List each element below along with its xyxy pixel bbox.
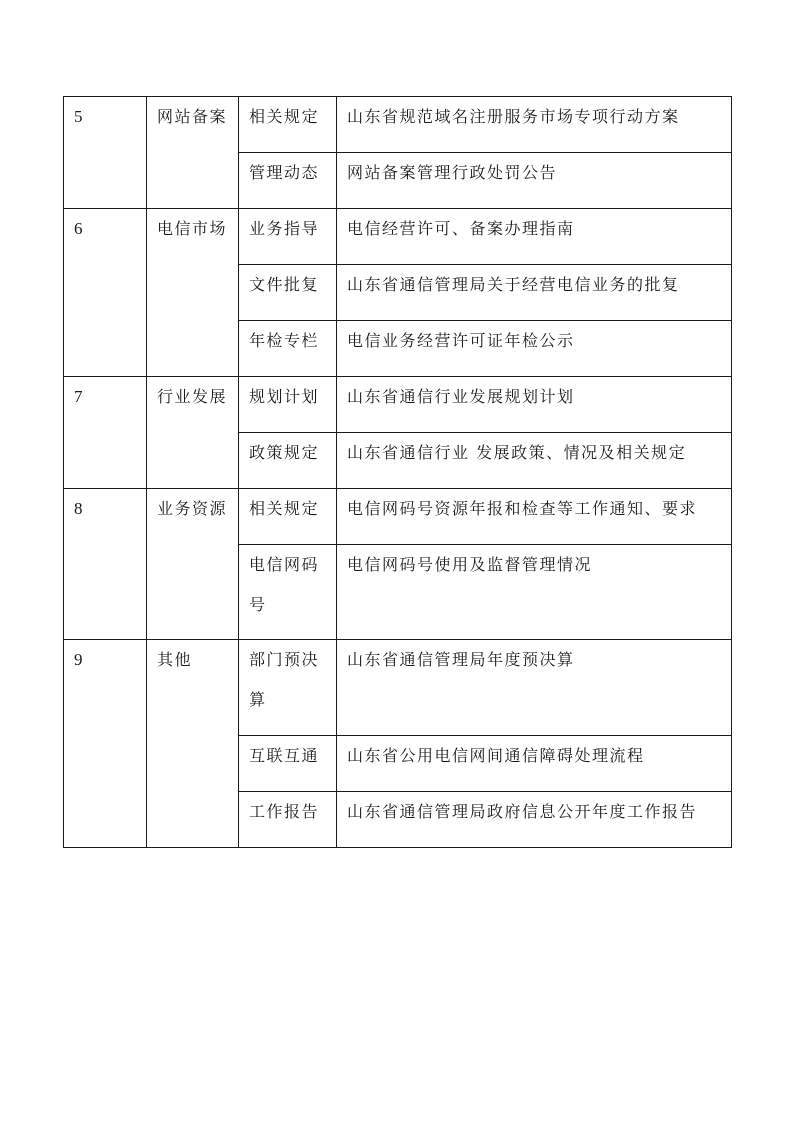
item-cell: 山东省通信管理局政府信息公开年度工作报告 — [337, 792, 732, 848]
category-cell: 网站备案 — [147, 97, 239, 209]
item-cell: 山东省通信行业发展规划计划 — [337, 377, 732, 433]
table-row — [64, 377, 732, 433]
item-cell: 山东省通信行业 发展政策、情况及相关规定 — [337, 433, 732, 489]
category-cell: 其他 — [147, 640, 239, 848]
row-number: 6 — [64, 209, 147, 377]
category-cell: 业务资源 — [147, 489, 239, 640]
item-cell: 山东省规范域名注册服务市场专项行动方案 — [337, 97, 732, 153]
table-row — [64, 640, 732, 736]
table-row — [64, 489, 732, 545]
item-cell: 山东省通信管理局年度预决算 — [337, 640, 732, 736]
table-row — [64, 97, 732, 153]
item-cell: 电信网码号资源年报和检查等工作通知、要求 — [337, 489, 732, 545]
category-cell: 行业发展 — [147, 377, 239, 489]
subcategory-cell: 政策规定 — [239, 433, 337, 489]
item-cell: 电信网码号使用及监督管理情况 — [337, 545, 732, 640]
subcategory-cell: 相关规定 — [239, 489, 337, 545]
subcategory-cell: 工作报告 — [239, 792, 337, 848]
row-number: 9 — [64, 640, 147, 848]
item-cell: 网站备案管理行政处罚公告 — [337, 153, 732, 209]
row-number: 7 — [64, 377, 147, 489]
item-cell: 山东省通信管理局关于经营电信业务的批复 — [337, 265, 732, 321]
item-cell: 电信业务经营许可证年检公示 — [337, 321, 732, 377]
subcategory-cell: 电信网码号 — [239, 545, 337, 640]
table-row — [64, 209, 732, 265]
subcategory-cell: 文件批复 — [239, 265, 337, 321]
subcategory-cell: 年检专栏 — [239, 321, 337, 377]
disclosure-table-container — [63, 96, 731, 848]
subcategory-cell: 部门预决算 — [239, 640, 337, 736]
row-number: 5 — [64, 97, 147, 209]
subcategory-cell: 规划计划 — [239, 377, 337, 433]
item-cell: 电信经营许可、备案办理指南 — [337, 209, 732, 265]
disclosure-table — [63, 96, 732, 848]
subcategory-cell: 互联互通 — [239, 736, 337, 792]
category-cell: 电信市场 — [147, 209, 239, 377]
subcategory-cell: 管理动态 — [239, 153, 337, 209]
subcategory-cell: 业务指导 — [239, 209, 337, 265]
subcategory-cell: 相关规定 — [239, 97, 337, 153]
row-number: 8 — [64, 489, 147, 640]
item-cell: 山东省公用电信网间通信障碍处理流程 — [337, 736, 732, 792]
